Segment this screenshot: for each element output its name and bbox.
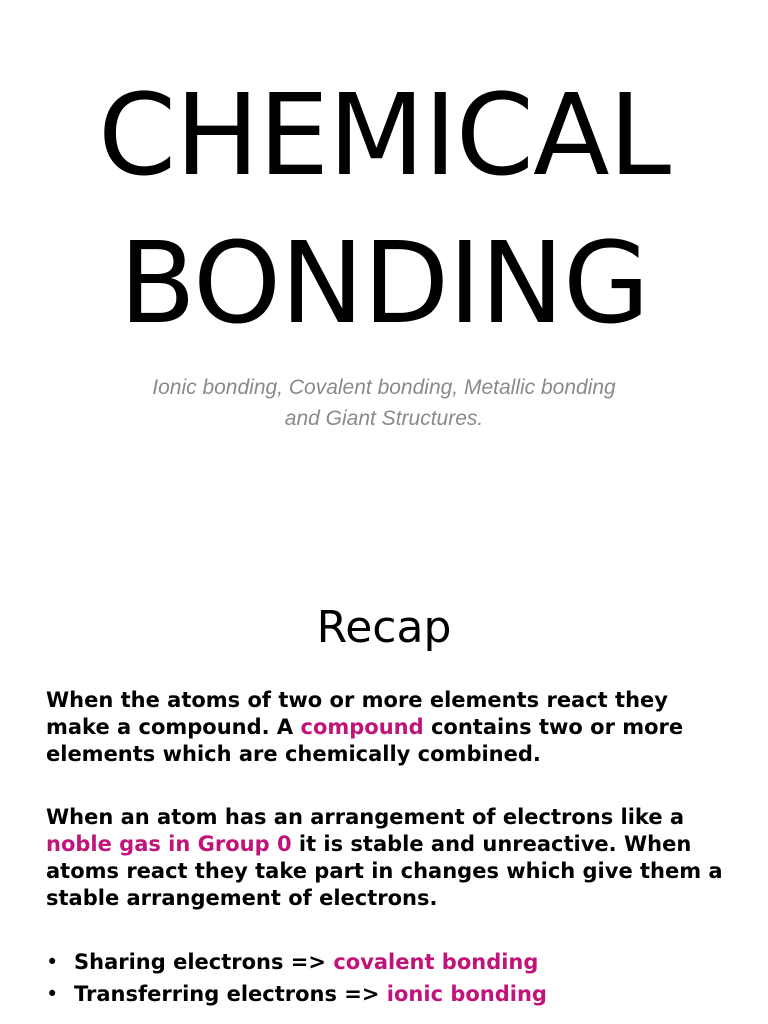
recap-title: Recap xyxy=(316,602,452,653)
bullet-text: Sharing electrons => xyxy=(74,950,334,974)
bonding-bullet-list xyxy=(46,946,736,1010)
main-title xyxy=(0,62,768,358)
bullet-text: Transferring electrons => xyxy=(74,982,387,1006)
subtitle-line-2: and Giant Structures. xyxy=(284,407,484,430)
bullet-dot-icon: • xyxy=(46,950,59,974)
compound-highlight: compound xyxy=(300,715,424,739)
noble-gas-paragraph-text-start: When an atom has an arrangement of electrons like a xyxy=(46,805,685,829)
noble-gas-paragraph xyxy=(46,804,736,912)
recap-slide xyxy=(0,512,768,1024)
main-title-line-1: CHEMICAL xyxy=(97,71,671,201)
compound-paragraph xyxy=(46,687,736,768)
compound-paragraph-text-end: contains two or more elements which are chemically combined. xyxy=(46,715,684,766)
noble-gas-paragraph-text-end: it is stable and unreactive. When atoms react they take part in changes which give them a stable arrangement of electrons. xyxy=(46,832,723,910)
covalent-bonding-highlight: covalent bonding xyxy=(333,950,539,974)
bullet-item-ionic xyxy=(46,978,736,1010)
subtitle-line-1: Ionic bonding, Covalent bonding, Metallic bonding xyxy=(152,376,616,399)
compound-paragraph-text-start: When the atoms of two or more elements react they make a compound. A xyxy=(46,688,668,739)
ionic-bonding-highlight: ionic bonding xyxy=(386,982,547,1006)
bullet-dot-icon: • xyxy=(46,982,59,1006)
bullet-item-covalent xyxy=(46,946,736,978)
subtitle xyxy=(0,372,768,434)
noble-gas-highlight: noble gas in Group 0 xyxy=(46,832,292,856)
main-title-line-2: BONDING xyxy=(119,219,649,349)
